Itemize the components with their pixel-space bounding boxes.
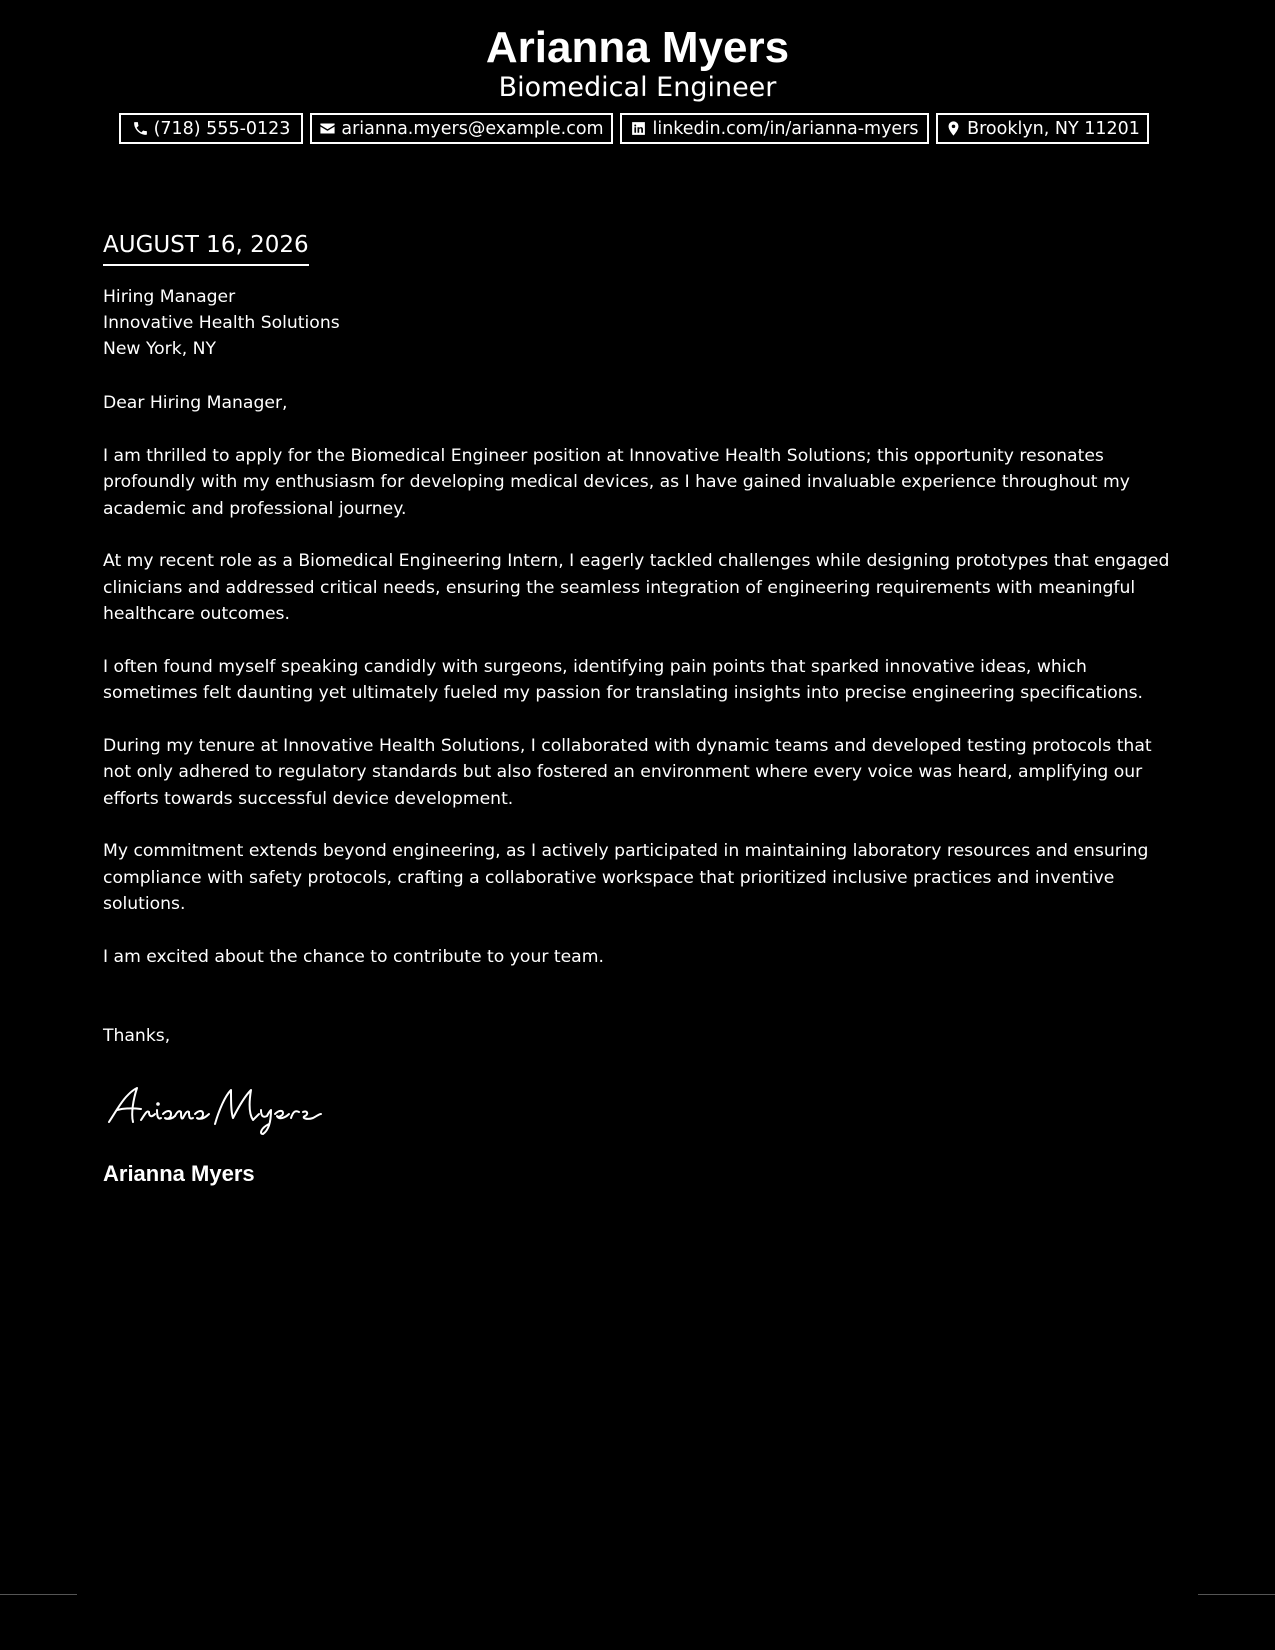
body-paragraph: At my recent role as a Biomedical Engineering Intern, I eagerly tackled challenges while designing prototypes that engaged clinicians and addressed critical needs, ensuring the seamless integration of engineering requirements with meaningful healthcare outcomes. [103, 551, 1170, 624]
body-paragraph: I am excited about the chance to contribute to your team. [103, 946, 604, 967]
linkedin-icon [630, 120, 647, 137]
recipient-block [103, 284, 1178, 362]
contact-location-text: Brooklyn, NY 11201 [967, 118, 1140, 139]
letter-header [0, 22, 1275, 104]
contact-phone[interactable] [119, 113, 303, 144]
body-paragraph: I often found myself speaking candidly with surgeons, identifying pain points that sparked innovative ideas, which sometimes felt daunting yet ultimately fueled my passion for translating insights into precise engineering specifications. [103, 656, 1144, 703]
contact-location[interactable] [936, 113, 1149, 144]
applicant-title: Biomedical Engineer [498, 72, 777, 103]
letter-date: AUGUST 16, 2026 [103, 230, 309, 266]
footer-rule-right [1198, 1594, 1275, 1595]
body-paragraph: My commitment extends beyond engineering, as I actively participated in maintaining laboratory resources and ensuring compliance with safety protocols, crafting a collaborative workspace that prioritized inclusive practices and inventive solutions. [103, 841, 1149, 914]
contact-email[interactable] [310, 113, 613, 144]
recipient-line: New York, NY [103, 339, 216, 359]
contact-email-text: arianna.myers@example.com [341, 118, 604, 139]
phone-icon [132, 120, 149, 137]
envelope-icon [319, 120, 336, 137]
body-paragraph: I am thrilled to apply for the Biomedical Engineer position at Innovative Health Solutions; this opportunity resonates profoundly with my enthusiasm for developing medical devices, as I have gained invaluable experience throughout my academic and professional journey. [103, 445, 1130, 519]
location-pin-icon [945, 120, 962, 137]
contact-bar [0, 113, 1275, 145]
salutation: Dear Hiring Manager, [103, 393, 288, 413]
signer-name: Arianna Myers [103, 1160, 255, 1186]
recipient-line: Innovative Health Solutions [103, 313, 340, 333]
contact-linkedin[interactable] [620, 113, 929, 144]
contact-linkedin-text: linkedin.com/in/arianna-myers [652, 118, 919, 139]
body-paragraph: During my tenure at Innovative Health Solutions, I collaborated with dynamic teams and developed testing protocols that not only adhered to regulatory standards but also fostered an environment where every voice was heard, amplifying our efforts towards successful device development. [103, 735, 1152, 809]
recipient-line: Hiring Manager [103, 287, 236, 307]
letter-body [103, 230, 1178, 1188]
closing: Thanks, [103, 1026, 171, 1046]
contact-phone-text: (718) 555-0123 [153, 118, 291, 139]
handwritten-signature [103, 1080, 1178, 1136]
footer-rule-left [0, 1594, 77, 1595]
applicant-name: Arianna Myers [485, 23, 790, 72]
